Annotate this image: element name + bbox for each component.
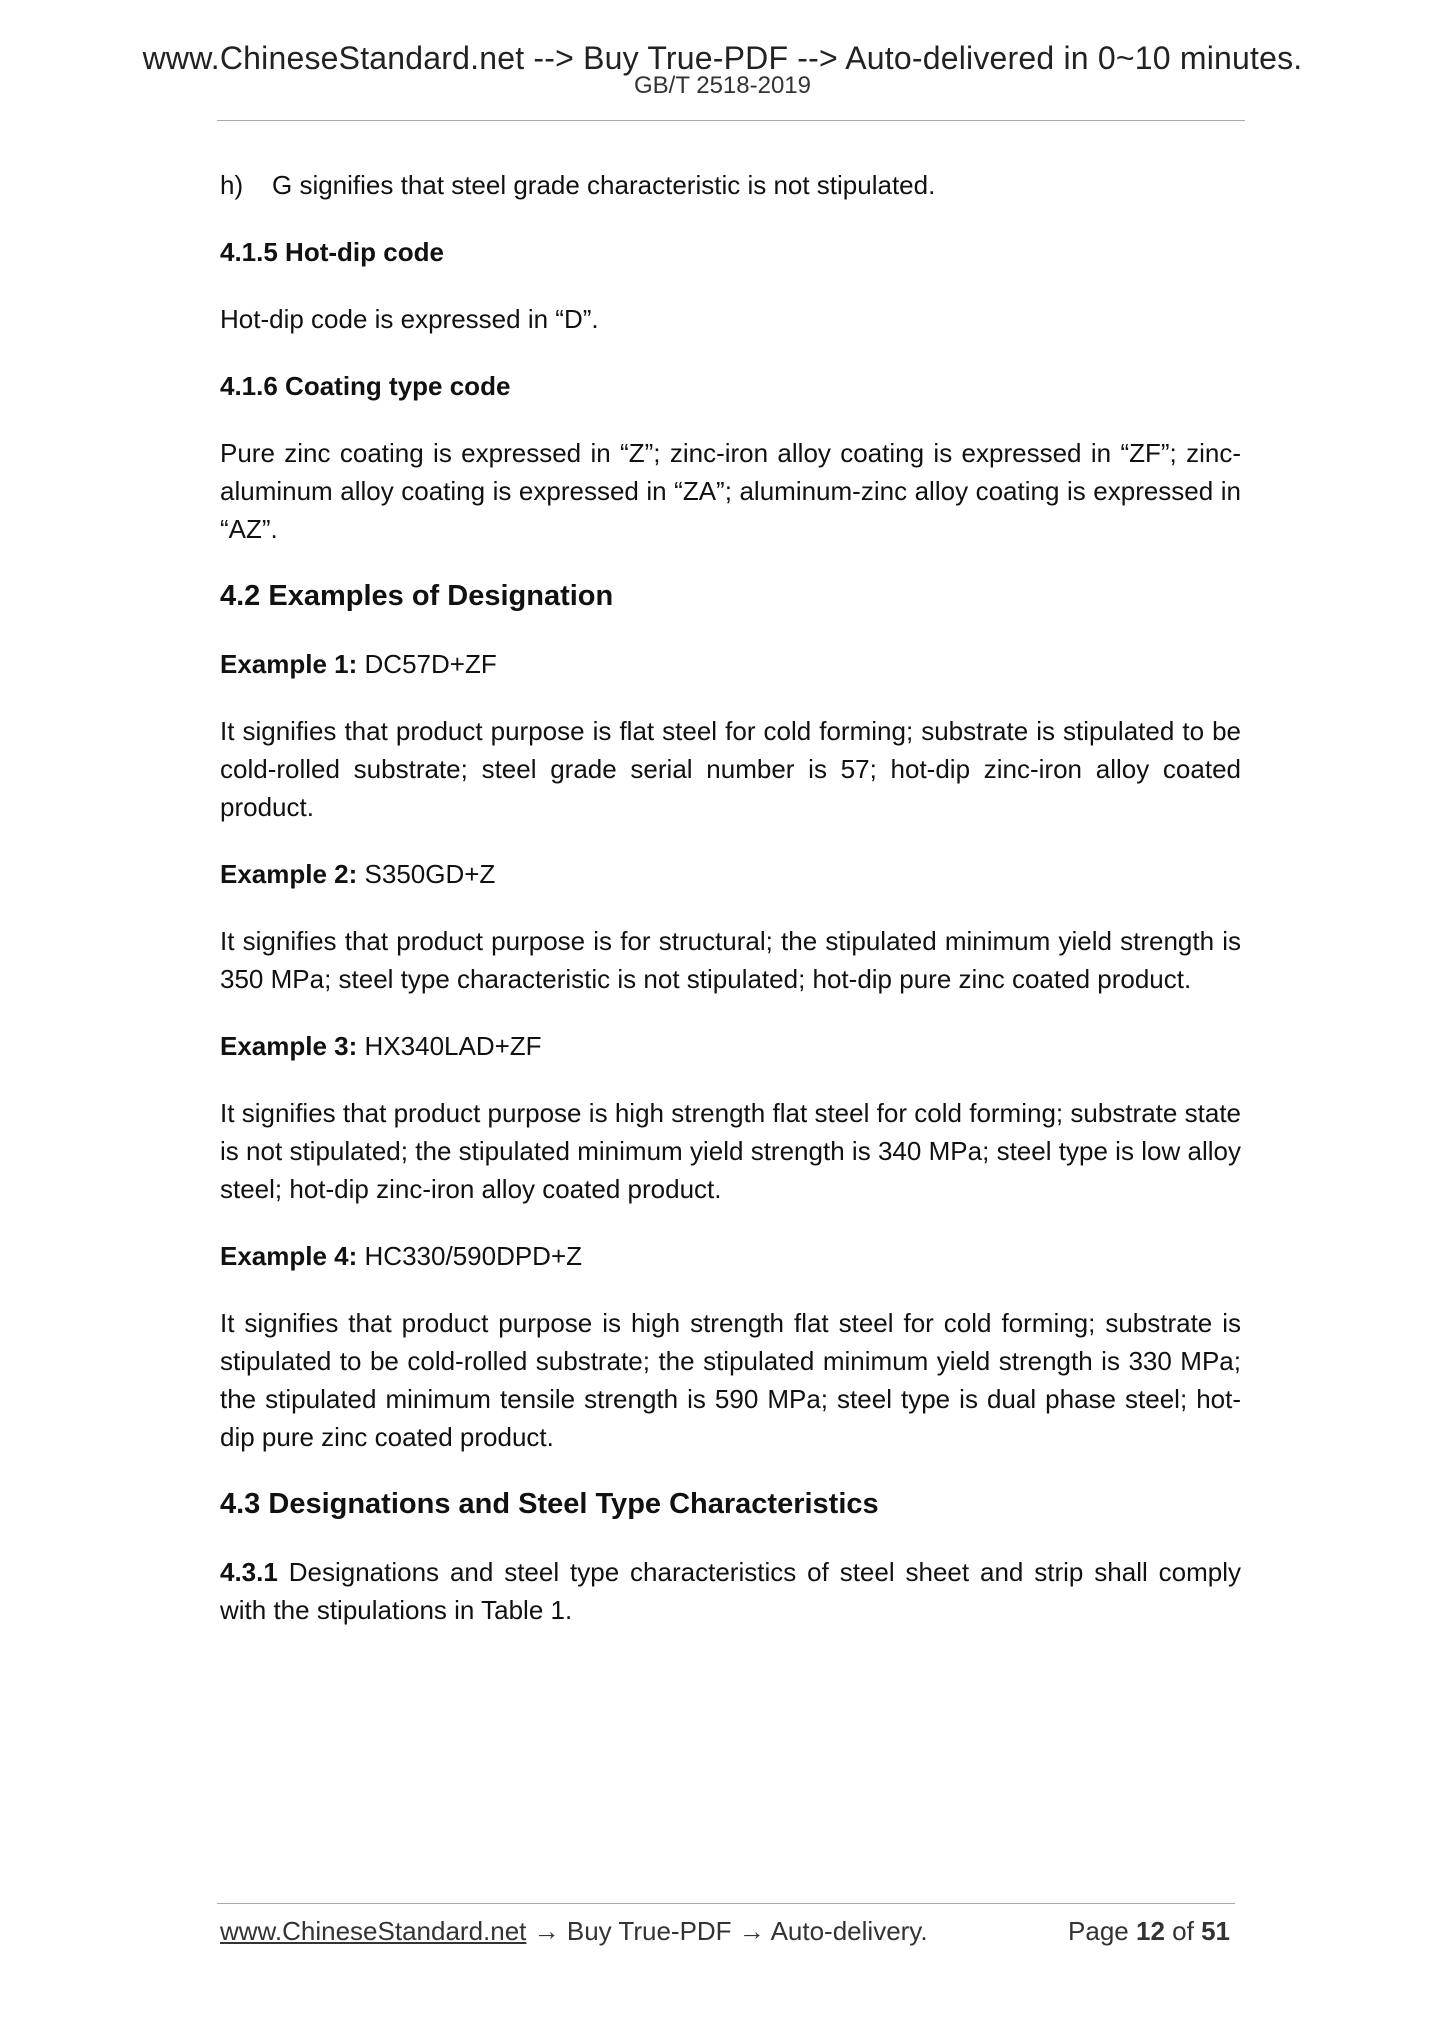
total-pages: 51 [1201, 1916, 1230, 1946]
paragraph-hot-dip-code: Hot-dip code is expressed in “D”. [220, 304, 599, 334]
heading-4-1-6: 4.1.6 Coating type code [220, 371, 511, 401]
example-4-title [220, 1237, 1241, 1275]
example-3-title [220, 1027, 1241, 1065]
document-id: GB/T 2518-2019 [633, 72, 811, 99]
header-rule [217, 120, 1245, 121]
example-code: HX340LAD+ZF [364, 1031, 542, 1061]
example-label: Example 4: [220, 1241, 358, 1271]
example-code: DC57D+ZF [364, 649, 497, 679]
footer-site-link[interactable]: www.ChineseStandard.net [220, 1916, 527, 1946]
list-marker: h) [220, 170, 244, 200]
heading-4-3: 4.3 Designations and Steel Type Characteristics [220, 1488, 879, 1520]
example-3-text: It signifies that product purpose is high strength flat steel for cold forming; substrate state is not stipulated; the stipulated minimum yield strength is 340 MPa; steel type is low alloy steel; hot-dip zinc-iron alloy coated product. [220, 1098, 1241, 1204]
current-page: 12 [1136, 1916, 1165, 1946]
example-label: Example 1: [220, 649, 358, 679]
heading-4-2: 4.2 Examples of Designation [220, 580, 614, 612]
page-content [220, 166, 1241, 1629]
example-label: Example 2: [220, 859, 358, 889]
example-code: HC330/590DPD+Z [364, 1241, 583, 1271]
example-2-text: It signifies that product purpose is for structural; the stipulated minimum yield strength is 350 MPa; steel type characteristic is not stipulated; hot-dip pure zinc coated product. [220, 926, 1241, 994]
example-label: Example 3: [220, 1031, 358, 1061]
clause-4-3-1 [220, 1553, 1241, 1629]
example-2-title [220, 855, 1241, 893]
example-1-text: It signifies that product purpose is flat steel for cold forming; substrate is stipulated to be cold-rolled substrate; steel grade serial number is 57; hot-dip zinc-iron alloy coated product. [220, 716, 1241, 822]
page-number [1068, 1916, 1230, 1947]
list-item-h [220, 166, 1241, 204]
of-word: of [1172, 1916, 1194, 1946]
example-4-text: It signifies that product purpose is high strength flat steel for cold forming; substrate is stipulated to be cold-rolled substrate; the stipulated minimum yield strength is 330 MPa; the stipulated minimum tensile strength is 590 MPa; steel type is dual phase steel; hot-dip pure zinc coated product. [220, 1308, 1241, 1452]
example-1-title [220, 645, 1241, 683]
example-code: S350GD+Z [364, 859, 496, 889]
heading-4-1-5: 4.1.5 Hot-dip code [220, 237, 444, 267]
paragraph-coating-type: Pure zinc coating is expressed in “Z”; zinc-iron alloy coating is expressed in “ZF”; zinc-aluminum alloy coating is expressed in “ZA”; aluminum-zinc alloy coating is expressed in “AZ”. [220, 438, 1241, 544]
footer-rule [217, 1903, 1235, 1904]
page-footer [220, 1916, 1230, 1947]
footer-tagline: → Buy True-PDF → Auto-delivery. [526, 1916, 928, 1946]
page-word: Page [1068, 1916, 1129, 1946]
site-banner: www.ChineseStandard.net --> Buy True-PDF --> Auto-delivered in 0~10 minutes. [142, 40, 1303, 76]
clause-text: Designations and steel type characteristics of steel sheet and strip shall comply with the stipulations in Table 1. [220, 1557, 1242, 1625]
clause-number: 4.3.1 [220, 1557, 278, 1587]
list-item-text: G signifies that steel grade characteristic is not stipulated. [272, 170, 936, 200]
